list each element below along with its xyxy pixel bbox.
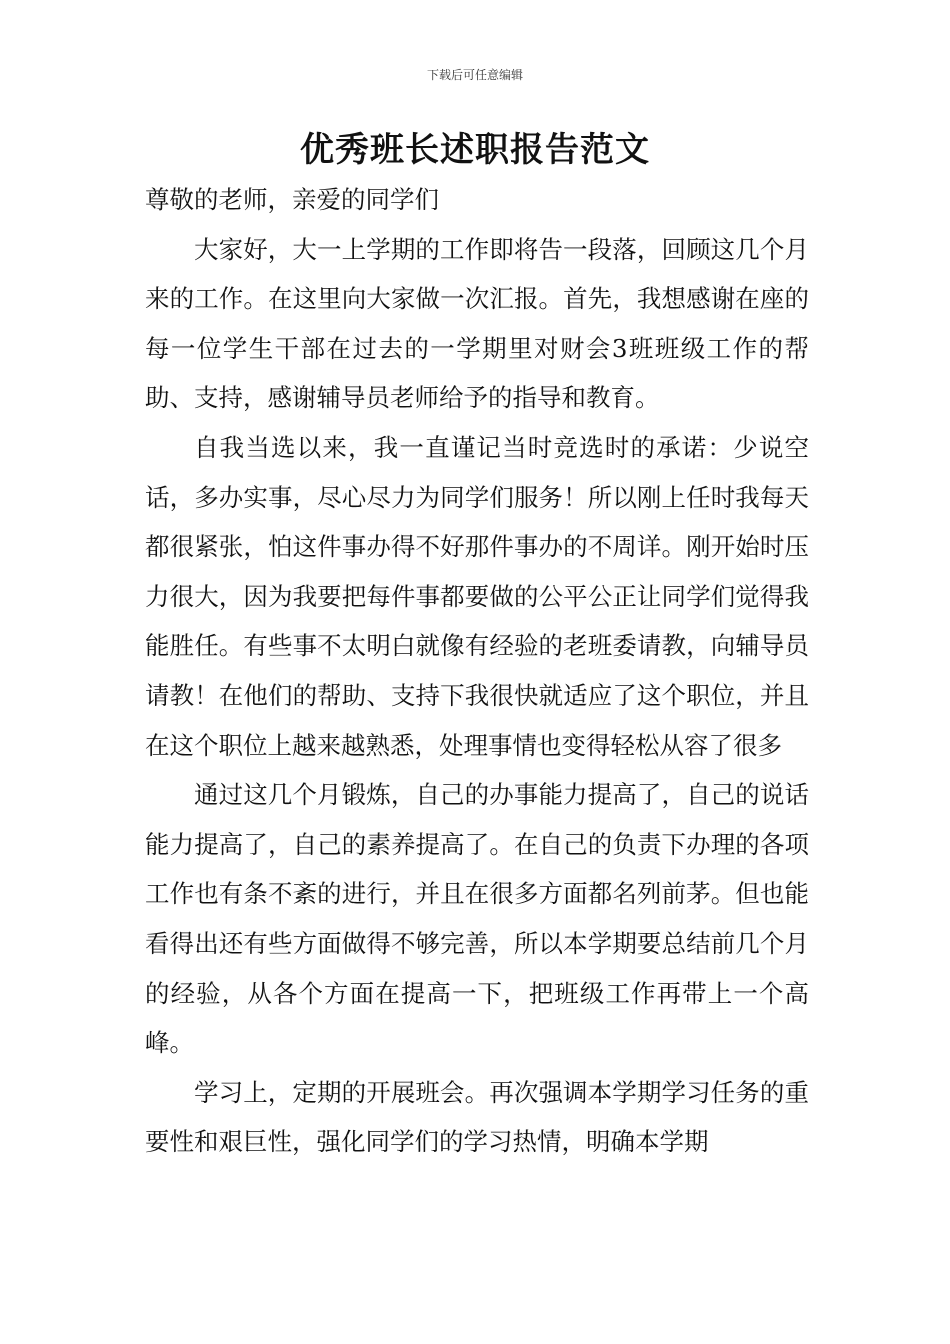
document-body: [145, 175, 809, 1167]
paragraph-4: 学习上，定期的开展班会。再次强调本学期学习任务的重要性和艰巨性，强化同学们的学习热情，明确本学期: [145, 1077, 809, 1157]
header-note: 下载后可任意编辑: [426, 68, 523, 82]
salutation: 尊敬的老师，亲爱的同学们: [145, 185, 439, 214]
paragraph-2: 自我当选以来，我一直谨记当时竞选时的承诺：少说空话，多办实事，尽心尽力为同学们服务！所以刚上任时我每天都很紧张，怕这件事办得不好那件事办的不周详。刚开始时压力很大，因为我要把每件事都要做的公平公正让同学们觉得我能胜任。有些事不太明白就像有经验的老班委请教，向辅导员请教！在他们的帮助、支持下我很快就适应了这个职位，并且在这个职位上越来越熟悉，处理事情也变得轻松从容了很多: [145, 432, 809, 760]
paragraph-1: 大家好，大一上学期的工作即将告一段落，回顾这几个月来的工作。在这里向大家做一次汇报。首先，我想感谢在座的每一位学生干部在过去的一学期里对财会3班班级工作的帮助、支持，感谢辅导员老师给予的指导和教育。: [145, 234, 809, 413]
paragraph-3: 通过这几个月锻炼，自己的办事能力提高了，自己的说话能力提高了，自己的素养提高了。在自己的负责下办理的各项工作也有条不紊的进行，并且在很多方面都名列前茅。但也能看得出还有些方面做得不够完善，所以本学期要总结前几个月的经验，从各个方面在提高一下，把班级工作再带上一个高峰。: [145, 780, 809, 1058]
document-title: 优秀班长述职报告范文: [300, 130, 650, 170]
